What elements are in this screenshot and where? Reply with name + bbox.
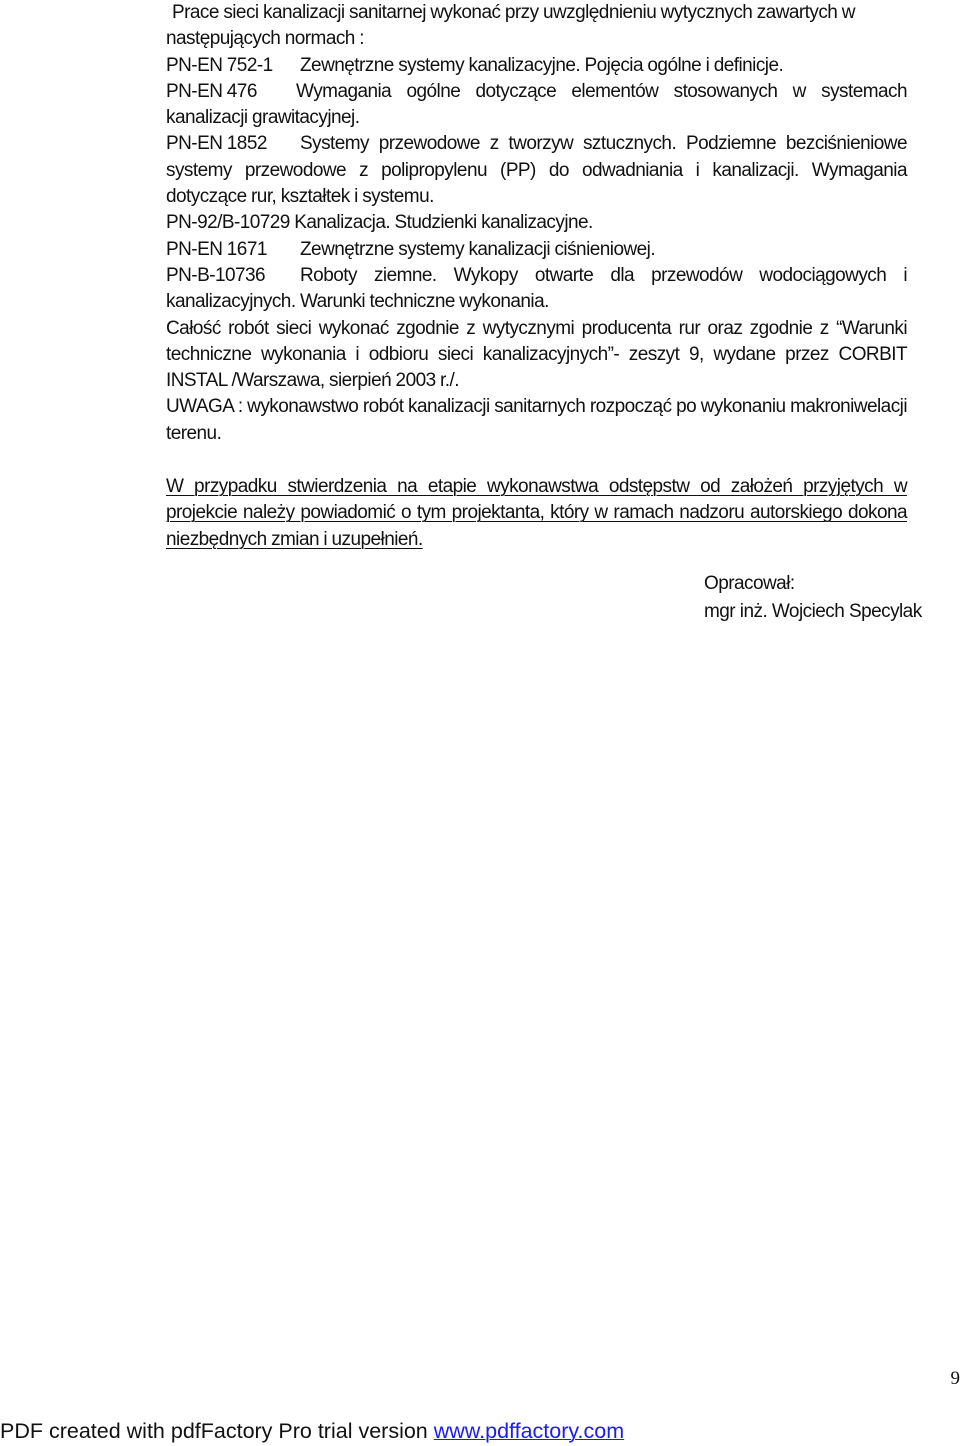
standard-code: PN-B-10736 [166, 264, 266, 286]
standard-item-pn-en-752-1 [166, 53, 907, 79]
completeness-paragraph: Całość robót sieci wykonać zgodnie z wytycznymi producenta rur oraz zgodnie z “Warunki techniczne wykonania i odbioru sieci kanalizacyjnych”- zeszyt 9, wydane przez CORBIT INSTAL /Warszawa, sierpień 2003 r./. [166, 317, 907, 392]
intro-line-2: następujących normach : [166, 28, 364, 50]
document-body [166, 0, 907, 553]
author-block [704, 570, 922, 626]
author-name: mgr inż. Wojciech Specylak [704, 601, 922, 622]
standard-code: PN-EN 752-1 [166, 54, 273, 76]
standard-title: Zewnętrzne systemy kanalizacji ciśnieniowej. [300, 238, 656, 260]
standard-title: Roboty ziemne. Wykopy otwarte dla przewodów wodociągowych i kanalizacyjnych. Warunki techniczne wykonania. [166, 264, 907, 313]
standard-item-pn-b-10736 [166, 263, 907, 316]
footer-text: PDF created with pdfFactory Pro trial version [0, 1419, 434, 1443]
standard-code: PN-EN 476 [166, 80, 257, 102]
standard-title: Systemy przewodowe z tworzyw sztucznych. Podziemne bezciśnieniowe systemy przewodowe z polipropylenu (PP) do odwadniania i kanalizacji. Wymagania dotyczące rur, kształtek i systemu. [166, 133, 907, 208]
standard-title: Zewnętrzne systemy kanalizacyjne. Pojęcia ogólne i definicje. [300, 54, 784, 76]
standard-item-pn-en-1852 [166, 131, 907, 210]
intro-line-1: Prace sieci kanalizacji sanitarnej wykonać przy uwzględnieniu wytycznych zawartych w [172, 2, 855, 23]
warning-paragraph: UWAGA : wykonawstwo robót kanalizacji sanitarnych rozpocząć po wykonaniu makroniwelacji terenu. [166, 396, 907, 444]
standard-item-pn-92-b-10729: PN-92/B-10729 Kanalizacja. Studzienki kanalizacyjne. [166, 212, 593, 234]
page-number: 9 [950, 1368, 960, 1389]
deviation-note: W przypadku stwierdzenia na etapie wykonawstwa odstępstw od założeń przyjętych w projekcie należy powiadomić o tym projektanta, który w ramach nadzoru autorskiego dokona niezbędnych zmian i uzupełnień. [166, 476, 907, 550]
standard-code: PN-EN 1852 [166, 133, 267, 155]
paragraph-spacer [166, 447, 907, 474]
pdf-footer [0, 1417, 624, 1445]
standard-item-pn-en-1671 [166, 237, 907, 263]
standard-title: Wymagania ogólne dotyczące elementów stosowanych w systemach kanalizacji grawitacyjnej. [166, 80, 907, 129]
standard-code: PN-EN 1671 [166, 238, 267, 260]
author-label: Opracował: [704, 573, 795, 594]
standard-item-pn-en-476 [166, 79, 907, 132]
footer-link[interactable]: www.pdffactory.com [433, 1419, 625, 1443]
